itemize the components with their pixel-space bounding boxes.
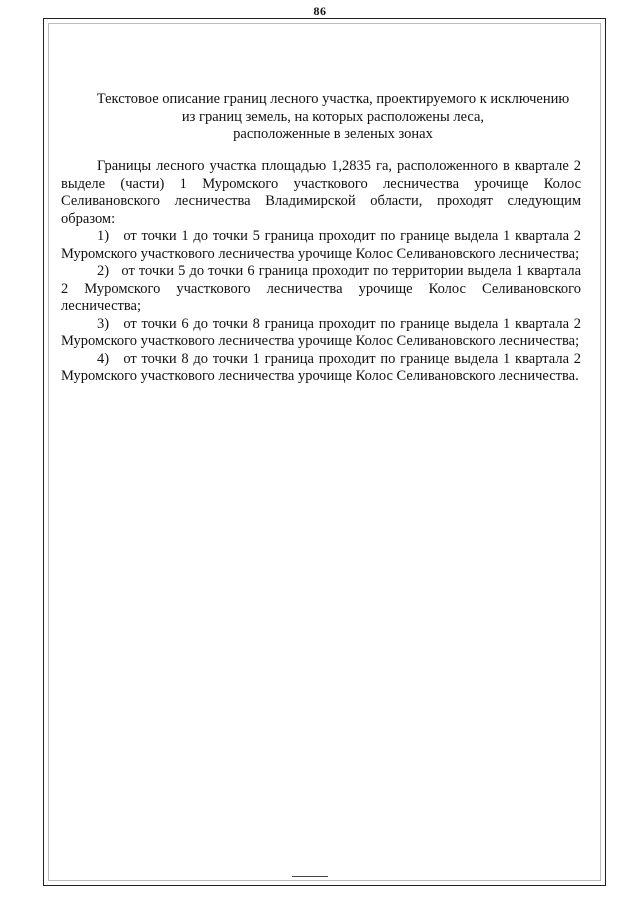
list-item xyxy=(61,351,581,386)
title-line-2: из границ земель, на которых расположены леса, xyxy=(181,108,485,125)
list-item xyxy=(61,316,581,351)
list-item xyxy=(61,263,581,316)
list-item-number: 2) xyxy=(97,263,110,279)
footer-rule xyxy=(292,876,328,877)
list-item-number: 4) xyxy=(97,350,110,367)
list-item-text: от точки 8 до точки 1 граница проходит по границе выдела 1 квартала 2 Муромского участкового лесничества урочище Колос Селивановского лесничества. xyxy=(61,350,582,384)
title-line-3: расположенные в зеленых зонах xyxy=(233,126,433,142)
page-inner-border xyxy=(48,23,601,881)
list-item xyxy=(61,228,581,263)
list-item-text: от точки 1 до точки 5 граница проходит по границе выдела 1 квартала 2 Муромского участкового лесничества урочище Колос Селивановского лесничества; xyxy=(61,228,582,262)
list-item-number: 3) xyxy=(97,315,110,332)
document-body xyxy=(61,158,581,386)
intro-paragraph: Границы лесного участка площадью 1,2835 га, расположенного в квартале 2 выделе (части) 1 Муромского участкового лесничества урочище Колос Селивановского лесничества Владимирской области, проходят следующим образом: xyxy=(61,158,581,227)
list-item-number: 1) xyxy=(97,228,110,244)
document-title xyxy=(68,91,598,144)
page-number: 86 xyxy=(313,4,327,18)
list-item-text: от точки 6 до точки 8 граница проходит по границе выдела 1 квартала 2 Муромского участкового лесничества урочище Колос Селивановского лесничества; xyxy=(61,315,582,349)
title-line-1: Текстовое описание границ лесного участка, проектируемого к исключению xyxy=(96,91,570,107)
list-item-text: от точки 5 до точки 6 граница проходит по территории выдела 1 квартала 2 Муромского участкового лесничества урочище Колос Селивановского лесничества; xyxy=(61,263,582,314)
